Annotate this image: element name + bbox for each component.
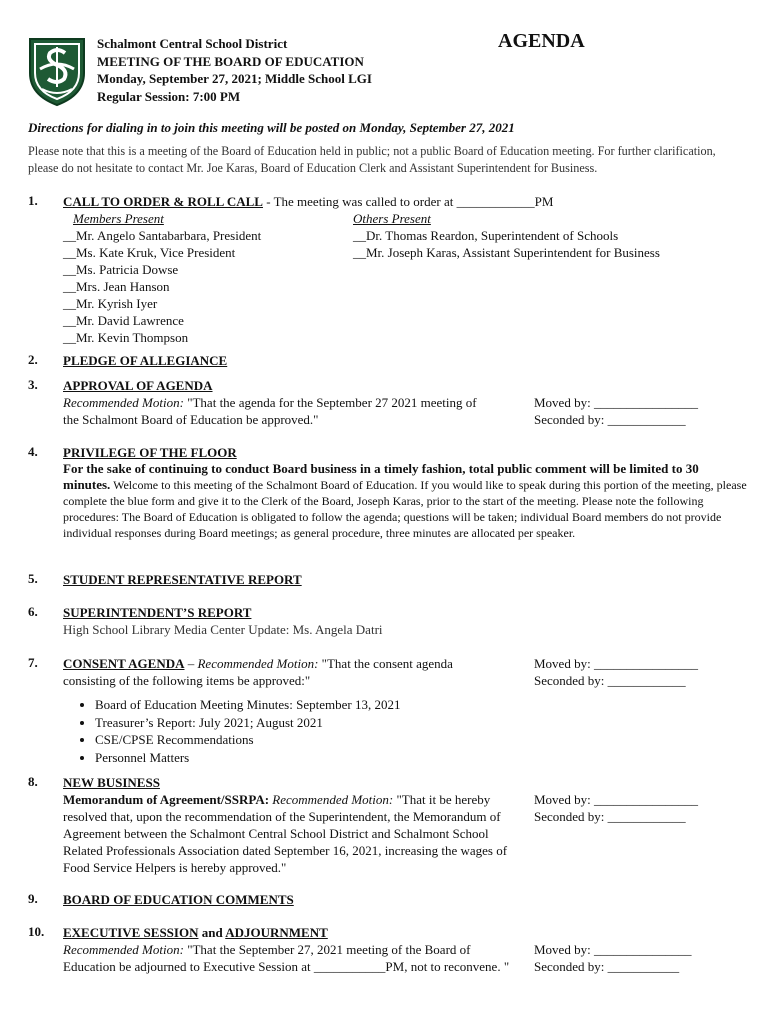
member-row: __Mr. David Lawrence xyxy=(63,313,184,328)
dash: – xyxy=(184,656,198,671)
item-title-b: ADJOURNMENT xyxy=(225,925,328,940)
dial-in-directions: Directions for dialing in to join this meeting will be posted on Monday, September 27, 2021 xyxy=(28,120,515,135)
list-item: • Personnel Matters xyxy=(95,749,400,767)
report-subitem: High School Library Media Center Update: Ms. Angela Datri xyxy=(63,622,383,637)
other-row: __Dr. Thomas Reardon, Superintendent of Schools xyxy=(353,228,619,243)
item-student-rep: STUDENT REPRESENTATIVE REPORT xyxy=(63,572,302,587)
item-number: 4. xyxy=(28,444,38,459)
item-title: CALL TO ORDER & ROLL CALL xyxy=(63,194,263,209)
item-title: PRIVILEGE OF THE FLOOR xyxy=(63,445,237,460)
item-number: 5. xyxy=(28,571,38,586)
meeting-date-location: Monday, September 27, 2021; Middle School LGI xyxy=(97,71,372,86)
motion-label: Recommended Motion: xyxy=(197,656,319,671)
meeting-header xyxy=(97,35,372,105)
motion-text: "That the consent agenda consisting of the following items be approved:" xyxy=(63,656,453,688)
list-item: • Board of Education Meeting Minutes: September 13, 2021 xyxy=(95,696,400,714)
seconded-by-field: Seconded by: ___________ xyxy=(534,959,680,974)
call-to-order-text: - The meeting was called to order at ____________PM xyxy=(262,194,554,209)
moved-seconded xyxy=(534,394,698,428)
item-number: 3. xyxy=(28,377,38,392)
member-row: __Mr. Kyrish Iyer xyxy=(63,296,158,311)
item-title: CONSENT AGENDA xyxy=(63,656,185,671)
list-item: • Treasurer’s Report: July 2021; August 2021 xyxy=(95,714,400,732)
session-time: Regular Session: 7:00 PM xyxy=(97,88,241,104)
motion-label: Recommended Motion: xyxy=(63,942,184,957)
seconded-by-field: Seconded by: ____________ xyxy=(534,412,686,427)
item-number: 10. xyxy=(28,924,45,939)
public-meeting-note: Please note that this is a meeting of the Board of Education held in public; not a public Board of Education meeting. For further clarification, please do not hesitate to contact Mr. Joe Karas, Board of Education Clerk and Assistant Superintendent for Business. xyxy=(28,144,716,175)
item-approval-of-agenda xyxy=(63,377,483,428)
item-executive-session xyxy=(63,924,511,975)
district-crest-logo xyxy=(26,33,88,107)
seconded-by-field: Seconded by: ____________ xyxy=(534,809,686,824)
meeting-title: MEETING OF THE BOARD OF EDUCATION xyxy=(97,53,364,69)
member-row: __Mr. Kevin Thompson xyxy=(63,330,189,345)
consent-bullet-list xyxy=(63,696,400,766)
moved-by-field: Moved by: ________________ xyxy=(534,792,698,807)
item-number: 1. xyxy=(28,193,38,208)
member-row: __Mrs. Jean Hanson xyxy=(63,279,170,294)
item-title: APPROVAL OF AGENDA xyxy=(63,378,213,393)
item-title: NEW BUSINESS xyxy=(63,775,160,790)
item-consent-agenda xyxy=(63,655,498,689)
moved-by-field: Moved by: ________________ xyxy=(534,395,698,410)
motion-label: Recommended Motion: xyxy=(63,395,184,410)
members-present-label: Members Present xyxy=(73,211,164,226)
item-number: 2. xyxy=(28,352,38,367)
motion-text: "That it be hereby resolved that, upon the recommendation of the Superintendent, the Memorandum of Agreement between the Schalmont Central School District and Schalmont School Related Professionals Association dated September 16, 2021, increasing the wages of Food Service Helpers is hereby approved." xyxy=(63,792,508,875)
comment-limit-text: For the sake of continuing to conduct Board business in a timely fashion, total public comment will be limited to 30 minutes. xyxy=(63,461,699,492)
and-word: and xyxy=(198,925,226,940)
privilege-procedure-text: Welcome to this meeting of the Schalmont Board of Education. If you would like to speak during this portion of the meeting, please complete the blue form and give it to the Clerk of the Board, Joseph Karas, prior to the start of the meeting. Please note the following procedures: The Board of Education is obligated to follow the agenda; questions will be taken; individual Board members do not provide individual responses during Board meetings; as general procedure, three minutes are allocated per speaker. xyxy=(63,478,747,540)
member-row: __Mr. Angelo Santabarbara, President xyxy=(63,228,262,243)
item-number: 8. xyxy=(28,774,38,789)
item-number: 9. xyxy=(28,891,38,906)
district-name: Schalmont Central School District xyxy=(97,36,288,51)
item-new-business xyxy=(63,774,523,876)
moved-by-field: Moved by: _______________ xyxy=(534,942,692,957)
moa-title: Memorandum of Agreement/SSRPA: xyxy=(63,792,270,807)
moved-seconded xyxy=(534,791,698,825)
member-row: __Ms. Patricia Dowse xyxy=(63,262,179,277)
item-call-to-order xyxy=(63,193,753,346)
moved-by-field: Moved by: ________________ xyxy=(534,656,698,671)
item-title: SUPERINTENDENT’S REPORT xyxy=(63,605,252,620)
item-number: 7. xyxy=(28,655,38,670)
item-privilege-of-floor xyxy=(63,444,748,541)
item-pledge: PLEDGE OF ALLEGIANCE xyxy=(63,353,228,368)
item-title: EXECUTIVE SESSION xyxy=(63,925,199,940)
list-item: • CSE/CPSE Recommendations xyxy=(95,731,400,749)
moved-seconded xyxy=(534,655,698,689)
seconded-by-field: Seconded by: ____________ xyxy=(534,673,686,688)
motion-label: Recommended Motion: xyxy=(269,792,394,807)
moved-seconded xyxy=(534,941,691,975)
motion-text: "That the agenda for the September 27 2021 meeting of the Schalmont Board of Education be approved." xyxy=(63,395,477,427)
item-superintendent-report xyxy=(63,604,383,638)
item-number: 6. xyxy=(28,604,38,619)
motion-text: "That the September 27, 2021 meeting of the Board of Education be adjourned to Executive Session at ___________PM, not to reconvene. " xyxy=(63,942,510,974)
item-board-comments: BOARD OF EDUCATION COMMENTS xyxy=(63,892,294,907)
others-present-label: Others Present xyxy=(353,211,431,226)
other-row: __Mr. Joseph Karas, Assistant Superintendent for Business xyxy=(353,245,660,260)
member-row: __Ms. Kate Kruk, Vice President xyxy=(63,245,236,260)
agenda-title: AGENDA xyxy=(498,30,585,52)
